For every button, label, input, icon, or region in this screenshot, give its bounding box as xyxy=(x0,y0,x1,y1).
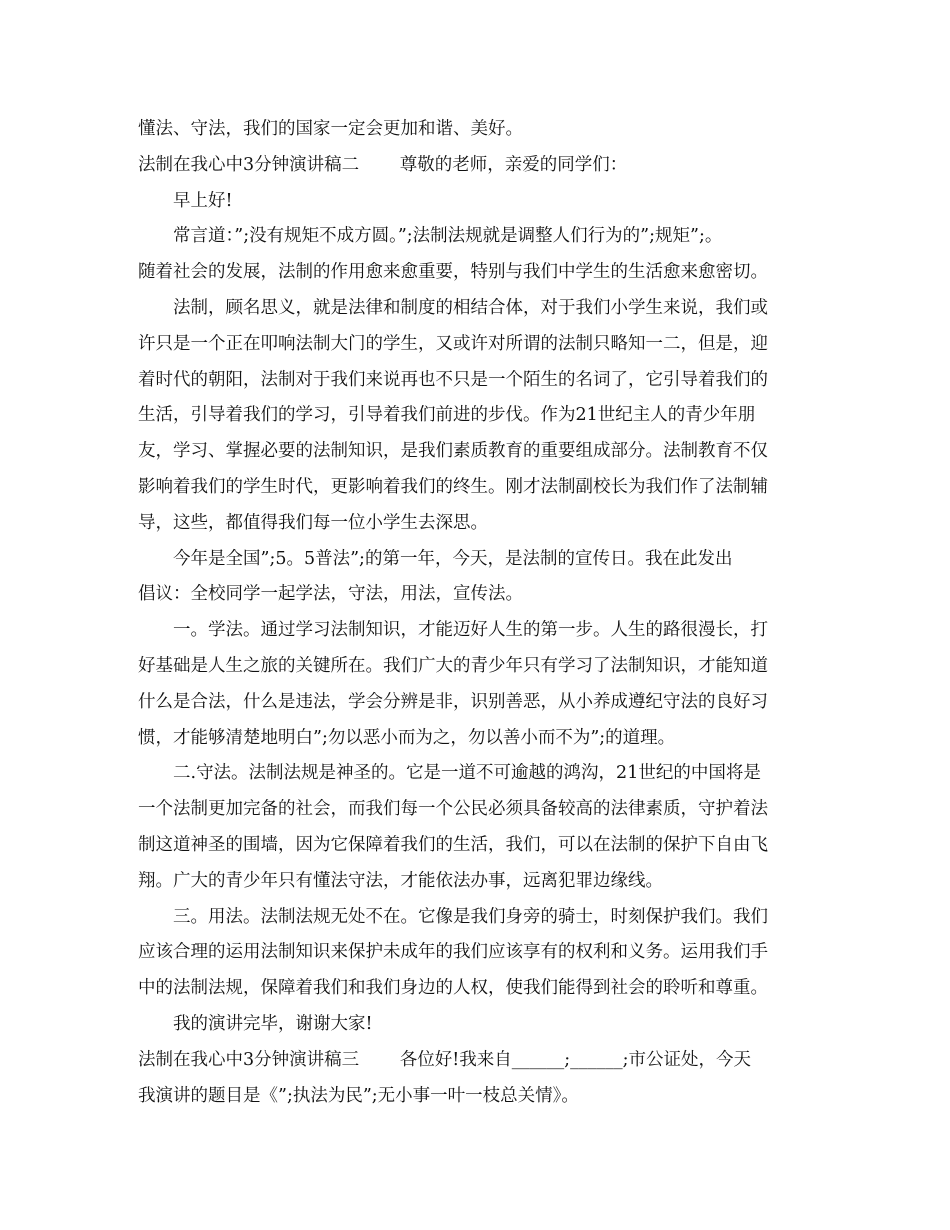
document-body xyxy=(138,112,814,1114)
text-line: 翔。广大的青少年只有懂法守法，才能依法办事，远离犯罪边缘线。 xyxy=(138,870,663,891)
text-line: 法制，顾名思义，就是法律和制度的相结合体，对于我们小学生来说，我们或 xyxy=(138,297,768,318)
text-line: 懂法、守法，我们的国家一定会更加和谐、美好。 xyxy=(138,119,523,139)
text-line: 常言道：”;没有规矩不成方圆。”;法制法规就是调整人们行为的”;规矩”;。 xyxy=(138,226,723,247)
text-line: 我演讲的题目是《”;执法为民”;无小事一叶一枝总关情》。 xyxy=(138,1085,579,1106)
text-line: 一个法制更加完备的社会，而我们每一个公民必须具备较高的法律素质，守护着法 xyxy=(138,799,768,820)
text-line: 随着社会的发展，法制的作用愈来愈重要，特别与我们中学生的生活愈来愈密切。 xyxy=(138,262,768,283)
text-line: 惯，才能够清楚地明白”;勿以恶小而为之，勿以善小而不为”;的道理。 xyxy=(138,727,676,748)
text-line: 我的演讲完毕，谢谢大家! xyxy=(138,1013,373,1034)
text-line: 好基础是人生之旅的关键所在。我们广大的青少年只有学习了法制知识，才能知道 xyxy=(138,655,768,676)
text-line: 影响着我们的学生时代，更影响着我们的终生。刚才法制副校长为我们作了法制辅 xyxy=(138,476,768,497)
text-line: 早上好! xyxy=(138,190,233,211)
text-line: 一。学法。通过学习法制知识，才能迈好人生的第一步。人生的路很漫长，打 xyxy=(138,620,768,641)
text-line: 制这道神圣的围墙，因为它保障着我们的生活，我们，可以在法制的保护下自由飞 xyxy=(138,834,768,855)
text-line: 着时代的朝阳，法制对于我们来说再也不只是一个陌生的名词了，它引导着我们的 xyxy=(138,369,768,390)
section-heading-3: 法制在我心中3分钟演讲稿三 各位好!我来自______;______;市公证处，今天 xyxy=(138,1049,752,1070)
text-line: 二.守法。法制法规是神圣的。它是一道不可逾越的鸿沟，21世纪的中国将是 xyxy=(138,763,761,784)
text-line: 三。用法。法制法规无处不在。它像是我们身旁的骑士，时刻保护我们。我们 xyxy=(138,906,768,927)
text-line: 倡议：全校同学一起学法，守法，用法，宣传法。 xyxy=(138,584,523,605)
text-line: 许只是一个正在叩响法制大门的学生，又或许对所谓的法制只略知一二，但是，迎 xyxy=(138,333,768,354)
text-line: 什么是合法，什么是违法，学会分辨是非，识别善恶，从小养成遵纪守法的良好习 xyxy=(138,691,768,712)
section-heading-2: 法制在我心中3分钟演讲稿二 尊敬的老师，亲爱的同学们： xyxy=(138,154,628,175)
text-line: 导，这些，都值得我们每一位小学生去深思。 xyxy=(138,512,488,533)
text-line: 友，学习、掌握必要的法制知识，是我们素质教育的重要组成部分。法制教育不仅 xyxy=(138,441,768,462)
text-line: 中的法制法规，保障着我们和我们身边的人权，使我们能得到社会的聆听和尊重。 xyxy=(138,978,768,999)
text-line: 应该合理的运用法制知识来保护未成年的我们应该享有的权利和义务。运用我们手 xyxy=(138,942,768,963)
text-line: 今年是全国”;5。5普法”;的第一年，今天，是法制的宣传日。我在此发出 xyxy=(138,548,733,569)
text-line: 生活，引导着我们的学习，引导着我们前进的步伐。作为21世纪主人的青少年朋 xyxy=(138,405,756,426)
